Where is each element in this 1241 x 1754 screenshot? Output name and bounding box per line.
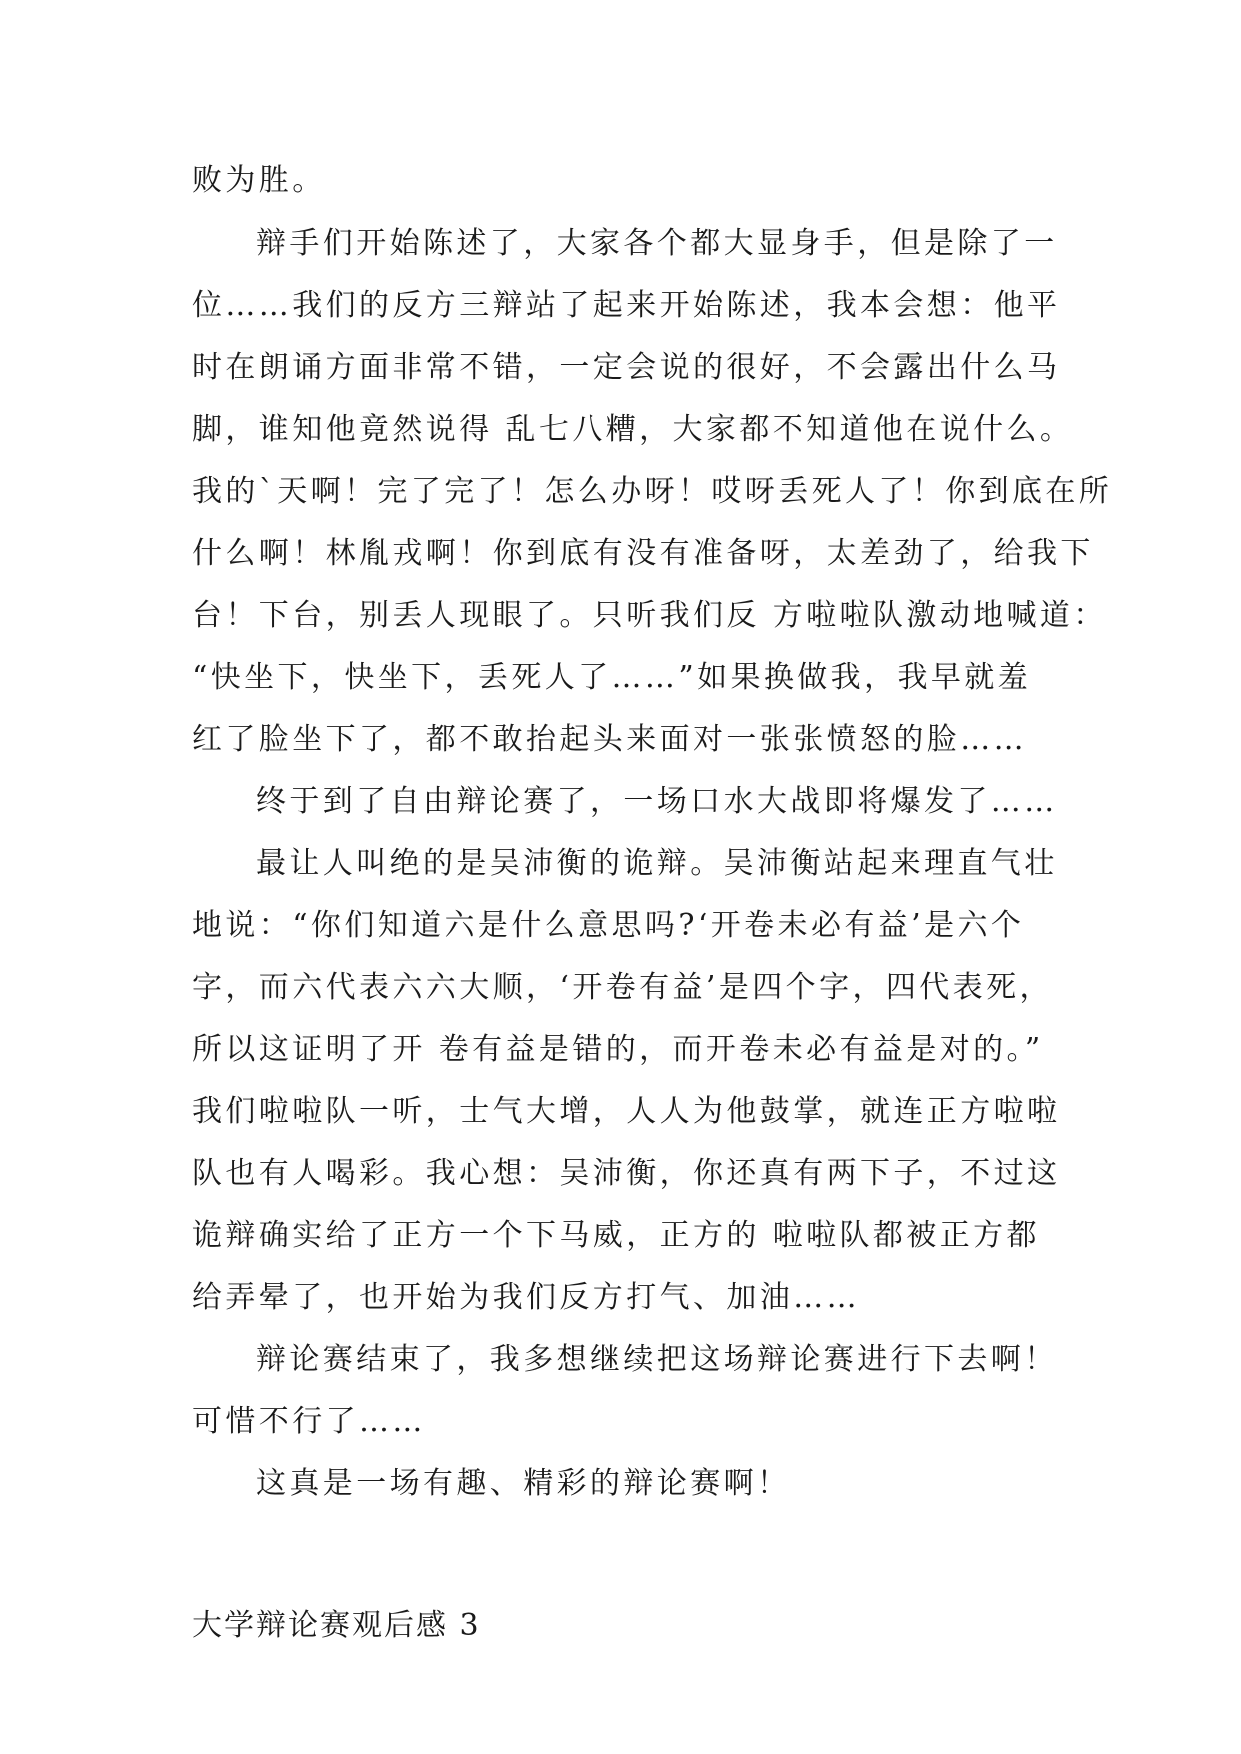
text-line: 所以这证明了开 卷有益是错的，而开卷未必有益是对的。” <box>192 1032 1044 1067</box>
text-line: 我们啦啦队一听，士气大增，人人为他鼓掌，就连正方啦啦 <box>192 1094 1061 1129</box>
text-line: 地说：“你们知道六是什么意思吗?‘开卷未必有益’是六个 <box>192 908 1025 943</box>
text-line: “快坐下，快坐下，丢死人了……”如果换做我，我早就羞 <box>192 660 1032 695</box>
paragraph-first-line: 最让人叫绝的是吴沛衡的诡辩。吴沛衡站起来理直气壮 <box>256 846 1058 881</box>
text-line: 什么啊！林胤戎啊！你到底有没有准备呀，太差劲了，给我下 <box>192 536 1094 571</box>
text-line: 我的`天啊！完了完了！怎么办呀！哎呀丢死人了！你到底在所 <box>192 474 1113 509</box>
text-line: 可惜不行了…… <box>192 1404 426 1439</box>
text-line: 台！下台，别丢人现眼了。只听我们反 方啦啦队激动地喊道： <box>192 598 1107 633</box>
paragraph-first-line: 辩手们开始陈述了，大家各个都大显身手，但是除了一 <box>256 226 1058 261</box>
text-line: 脚，谁知他竟然说得 乱七八糟，大家都不知道他在说什么。 <box>192 412 1074 447</box>
paragraph-first-line: 终于到了自由辩论赛了，一场口水大战即将爆发了…… <box>256 784 1058 819</box>
text-line: 败为胜。 <box>192 163 326 198</box>
text-line: 字，而六代表六六大顺，‘开卷有益’是四个字，四代表死， <box>192 970 1053 1005</box>
text-line: 红了脸坐下了，都不敢抬起头来面对一张张愤怒的脸…… <box>192 722 1027 757</box>
text-line: 队也有人喝彩。我心想：吴沛衡，你还真有两下子，不过这 <box>192 1156 1061 1191</box>
text-line: 时在朗诵方面非常不错，一定会说的很好，不会露出什么马 <box>192 350 1061 385</box>
text-line: 给弄晕了，也开始为我们反方打气、加油…… <box>192 1280 860 1315</box>
section-heading: 大学辩论赛观后感 3 <box>192 1608 481 1643</box>
text-line: 诡辩确实给了正方一个下马威，正方的 啦啦队都被正方都 <box>192 1218 1040 1253</box>
paragraph-first-line: 辩论赛结束了，我多想继续把这场辩论赛进行下去啊！ <box>256 1342 1058 1377</box>
paragraph-first-line: 这真是一场有趣、精彩的辩论赛啊！ <box>256 1466 791 1501</box>
text-line: 位……我们的反方三辩站了起来开始陈述，我本会想：他平 <box>192 288 1061 323</box>
